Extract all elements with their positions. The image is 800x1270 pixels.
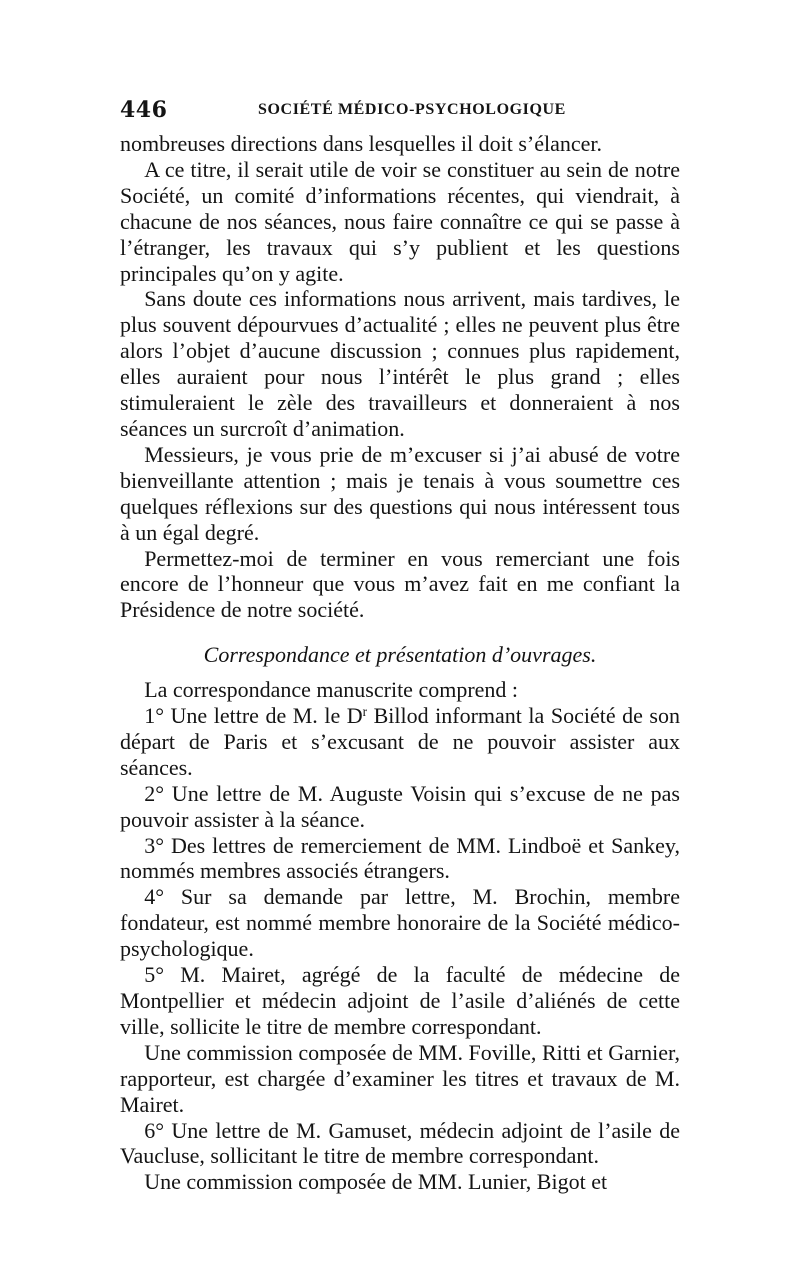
paragraph-commission-mairet: Une commission composée de MM. Foville, Ritti et Garnier, rapporteur, est chargée d’examiner les titres et travaux de M. Mairet. bbox=[120, 1039, 680, 1117]
list-item-1 bbox=[120, 703, 680, 781]
list-item-1-text-start: Une lettre de M. le D bbox=[164, 703, 363, 729]
paragraph-closing-thanks: Permettez-moi de terminer en vous remerciant une fois encore de l’honneur que vous m’avez fait en me confiant la Présidence de notre société. bbox=[120, 545, 680, 623]
page-number: 446 bbox=[120, 97, 168, 123]
list-item-1-text-end: Billod informant la Société de son départ de Paris et s’excusant de ne pouvoir assister aux séances. bbox=[120, 703, 680, 780]
doctor-abbrev-superscript: r bbox=[362, 703, 368, 719]
paragraph-correspondence-intro: La correspondance manuscrite comprend : bbox=[144, 677, 519, 703]
paragraph-foreign-information-committee: A ce titre, il serait utile de voir se constituer au sein de notre Société, un comité d’informations récentes, qui viendrait, à chacune de nos séances, nous faire connaître ce qui se passe à l’étranger, les travaux qui s’y publient et les questions principales qu’on y agite. bbox=[120, 156, 680, 286]
list-item-5: 5° M. Mairet, agrégé de la faculté de médecine de Montpellier et médecin adjoint de l’asile d’aliénés de cette ville, sollicite le titre de membre correspondant. bbox=[120, 962, 680, 1039]
paragraph-continuation: nombreuses directions dans lesquelles il doit s’élancer. bbox=[120, 131, 603, 156]
paragraph-commission-gamuset: Une commission composée de MM. Lunier, Bigot et bbox=[144, 1169, 608, 1195]
list-item-6: 6° Une lettre de M. Gamuset, médecin adjoint de l’asile de Vaucluse, sollicitant le titre de membre correspondant. bbox=[120, 1117, 680, 1169]
list-item-2: 2° Une lettre de M. Auguste Voisin qui s’excuse de ne pas pouvoir assister à la séance. bbox=[120, 780, 680, 832]
list-item-1-number: 1° bbox=[144, 703, 164, 729]
paragraph-apology: Messieurs, je vous prie de m’excuser si j’ai abusé de votre bienveillante attention ; mais je tenais à vous soumettre ces quelques réflexions sur des questions qui nous intéressent tous à un égal degré. bbox=[120, 441, 680, 545]
body-text bbox=[120, 131, 680, 1195]
running-head: SOCIÉTÉ MÉDICO-PSYCHOLOGIQUE bbox=[258, 101, 566, 118]
list-item-3: 3° Des lettres de remerciement de MM. Lindboë et Sankey, nommés membres associés étrangers. bbox=[120, 832, 680, 884]
list-item-4: 4° Sur sa demande par lettre, M. Brochin, membre fondateur, est nommé membre honoraire de la Société médico-psychologique. bbox=[120, 884, 680, 962]
paragraph-late-information: Sans doute ces informations nous arrivent, mais tardives, le plus souvent dépourvues d’actualité ; elles ne peuvent plus être alors l’objet d’aucune discussion ; connues plus rapidement, elles auraient pour nous l’intérêt le plus grand ; elles stimuleraient le zèle des travailleurs et donneraient à nos séances un surcroît d’animation. bbox=[120, 286, 680, 441]
page-header bbox=[120, 97, 680, 123]
section-title: Correspondance et présentation d’ouvrages. bbox=[203, 642, 597, 668]
